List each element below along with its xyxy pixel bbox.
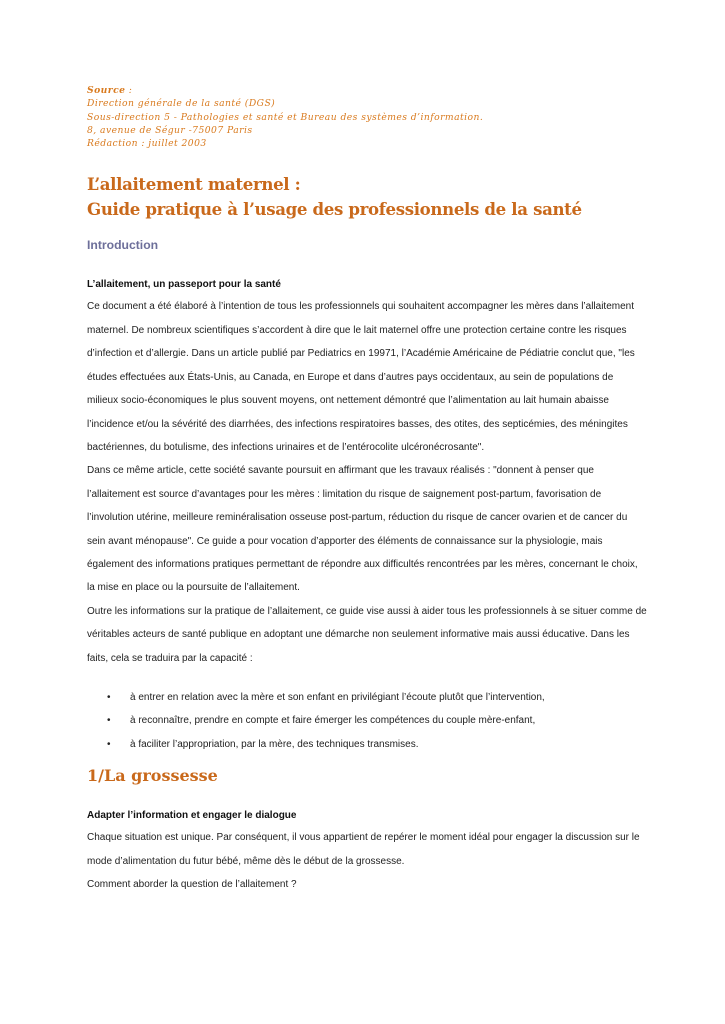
section-paragraph-1: Chaque situation est unique. Par conséquent, il vous appartient de repérer le moment idéal pour engager la discussion sur le mode d’alimentation du futur bébé, même dès le début de la grossesse. [87,832,640,867]
bullet-dot: • [107,738,111,750]
source-line-dgs: Direction générale de la santé (DGS) [87,98,276,110]
section-subheading-dialogue: Adapter l’information et engager le dialogue [87,810,297,822]
list-item [87,709,647,732]
capacity-bullet-list [87,686,647,756]
source-line-address: 8, avenue de Ségur -75007 Paris [87,124,253,136]
document-title-line1: L’allaitement maternel : [87,174,301,195]
introduction-heading: Introduction [87,238,159,253]
section-title-grossesse: 1/La grossesse [87,766,218,786]
bullet-text: à entrer en relation avec la mère et son enfant en privilégiant l’écoute plutôt que l’intervention, [130,691,545,703]
bullet-text: à faciliter l’appropriation, par la mère, des techniques transmises. [130,738,419,750]
document-title [87,172,647,222]
source-line-date: Rédaction : juillet 2003 [87,138,207,150]
introduction-paragraph-2: Dans ce même article, cette société savante poursuit en affirmant que les travaux réalisés : "donnent à penser que l’allaitement est source d’avantages pour les mères : limitation du risque de saignement post-partum, favorisation de l’involution utérine, meilleure reminéralisation osseuse post-partum, réduction du risque de cancer ovarien et de cancer du sein avant ménopause". Ce guide a pour vocation d’apporter des éléments de connaissance sur la physiologie, mais également des informations pratiques permettant de répondre aux difficultés rencontrées par les mères, concernant le choix, la mise en place ou la poursuite de l’allaitement. [87,465,638,594]
document-page [87,84,647,896]
bullet-text: à reconnaître, prendre en compte et faire émerger les compétences du couple mère-enfant, [130,715,536,727]
introduction-paragraph-3: Outre les informations sur la pratique de l’allaitement, ce guide vise aussi à aider tous les professionnels à se situer comme de véritables acteurs de santé publique en adoptant une démarche non seulement informative mais aussi éducative. Dans les faits, cela se traduira par la capacité : [87,605,647,664]
source-block [87,84,647,150]
introduction-subheading: L’allaitement, un passeport pour la santé [87,279,281,291]
source-label-line [87,84,647,97]
bullet-dot: • [107,715,111,727]
source-separator: : [125,85,133,96]
introduction-paragraph-1: Ce document a été élaboré à l’intention de tous les professionnels qui souhaitent accompagner les mères dans l’allaitement maternel. De nombreux scientifiques s’accordent à dire que le lait maternel offre une protection certaine contre les risques d’infection et d’allergie. Dans un article publié par Pediatrics en 19971, l’Académie Américaine de Pédiatrie conclut que, "les études effectuées aux États-Unis, au Canada, en Europe et dans d’autres pays occidentaux, au sein de populations de milieux socio-économiques le plus souvent moyens, ont nettement démontré que l’alimentation au lait humain abaisse l’incidence et/ou la sévérité des diarrhées, des infections respiratoires basses, des otites, des septicémies, des méningites bactériennes, du botulisme, des infections urinaires et de l’entérocolite ulcéronécrosante". [87,301,635,453]
section-paragraph-2: Comment aborder la question de l’allaitement ? [87,879,297,891]
list-item [87,686,647,709]
list-item [87,733,647,756]
source-label: Source [87,85,126,96]
bullet-dot: • [107,691,111,703]
source-line-subdirection: Sous-direction 5 - Pathologies et santé et Bureau des systèmes d’information. [87,111,484,123]
document-title-line2: Guide pratique à l’usage des professionnels de la santé [87,199,582,220]
